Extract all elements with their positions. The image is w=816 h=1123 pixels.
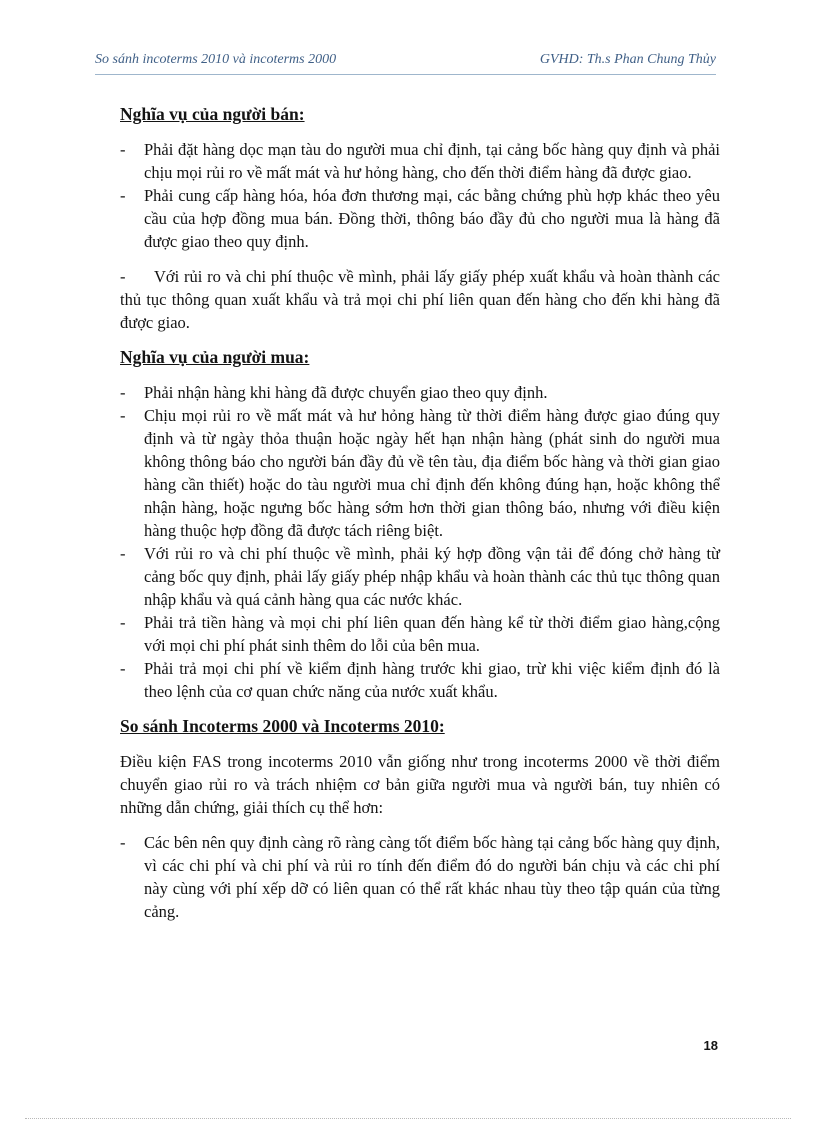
dash-bullet: - (120, 406, 126, 425)
list-item-text: Chịu mọi rủi ro về mất mát và hư hỏng hàng từ thời điểm hàng được giao đúng quy định và từ ngày thỏa thuận hoặc ngày hết hạn nhận hàng (phát sinh do người mua không thông báo cho người bán đầy đủ về tên tàu, địa điểm bốc hàng và thời gian giao hàng cần thiết) hoặc do tàu người mua chỉ định đến không đúng hạn, hoặc không thể nhận hàng, hoặc ngưng bốc hàng sớm hơn thời gian thông báo, nhưng với điều kiện hàng thuộc hợp đồng đã được tách riêng biệt. (144, 406, 720, 540)
footer-divider (25, 1118, 791, 1119)
list-item (120, 184, 720, 253)
document-body (120, 103, 720, 923)
seller-paragraph-text: Với rủi ro và chi phí thuộc về mình, phải lấy giấy phép xuất khẩu và hoàn thành các thủ tục thông quan xuất khẩu và trả mọi chi phí liên quan đến hàng cho đến khi hàng đã được giao. (120, 267, 720, 332)
list-item (120, 831, 720, 923)
seller-obligations-list (120, 138, 720, 253)
list-item (120, 542, 720, 611)
dash-bullet: - (120, 544, 126, 563)
page-number: 18 (703, 1038, 718, 1053)
comparison-intro-text: Điều kiện FAS trong incoterms 2010 vẫn giống như trong incoterms 2000 về thời điểm chuyển giao rủi ro và trách nhiệm cơ bản giữa người mua và người bán, tuy nhiên có những dẫn chứng, giải thích cụ thể hơn: (120, 752, 720, 817)
dash-bullet: - (120, 613, 126, 632)
list-item (120, 381, 720, 404)
dash-bullet: - (120, 186, 126, 205)
comparison-list (120, 831, 720, 923)
dash-bullet: - (120, 383, 126, 402)
list-item-text: Phải trả tiền hàng và mọi chi phí liên quan đến hàng kể từ thời điểm giao hàng,cộng với mọi chi phí phát sinh thêm do lỗi của bên mua. (144, 613, 720, 655)
list-item-text: Phải trả mọi chi phí về kiểm định hàng trước khi giao, trừ khi việc kiểm định đó là theo lệnh của cơ quan chức năng của nước xuất khẩu. (144, 659, 720, 701)
list-item (120, 138, 720, 184)
comparison-heading: So sánh Incoterms 2000 và Incoterms 2010: (120, 716, 445, 736)
header-supervisor: GVHD: Th.s Phan Chung Thủy (539, 52, 716, 67)
seller-obligations-heading: Nghĩa vụ của người bán: (120, 104, 305, 124)
comparison-intro (120, 750, 720, 819)
page-header (95, 50, 716, 75)
list-item (120, 404, 720, 542)
seller-paragraph (120, 265, 720, 334)
header-document-title: So sánh incoterms 2010 và incoterms 2000 (95, 52, 337, 67)
list-item-text: Phải đặt hàng dọc mạn tàu do người mua chỉ định, tại cảng bốc hàng quy định và phải chịu mọi rủi ro về mất mát và hư hỏng hàng, cho đến thời điểm hàng đã được giao. (144, 140, 720, 182)
dash-bullet: - (120, 267, 126, 286)
dash-bullet: - (120, 833, 126, 852)
list-item-text: Phải nhận hàng khi hàng đã được chuyển giao theo quy định. (144, 383, 548, 402)
buyer-obligations-list (120, 381, 720, 703)
list-item (120, 657, 720, 703)
list-item-text: Các bên nên quy định càng rõ ràng càng tốt điểm bốc hàng tại cảng bốc hàng quy định, vì các chi phí và chi phí và rủi ro tính đến điểm đó do người bán chịu và các chi phí này cùng với phí xếp dỡ có liên quan có thể rất khác nhau tùy theo tập quán của từng cảng. (144, 833, 720, 921)
list-item-text: Với rủi ro và chi phí thuộc về mình, phải ký hợp đồng vận tải để đóng chở hàng từ cảng bốc quy định, phải lấy giấy phép nhập khẩu và hoàn thành các thủ tục thông quan nhập khẩu và quá cảnh hàng qua các nước khác. (144, 544, 720, 609)
dash-bullet: - (120, 140, 126, 159)
buyer-obligations-heading: Nghĩa vụ của người mua: (120, 347, 310, 367)
list-item-text: Phải cung cấp hàng hóa, hóa đơn thương mại, các bằng chứng phù hợp khác theo yêu cầu của hợp đồng mua bán. Đồng thời, thông báo đầy đủ cho người mua là hàng đã được giao theo quy định. (144, 186, 720, 251)
list-item (120, 611, 720, 657)
dash-bullet: - (120, 659, 126, 678)
